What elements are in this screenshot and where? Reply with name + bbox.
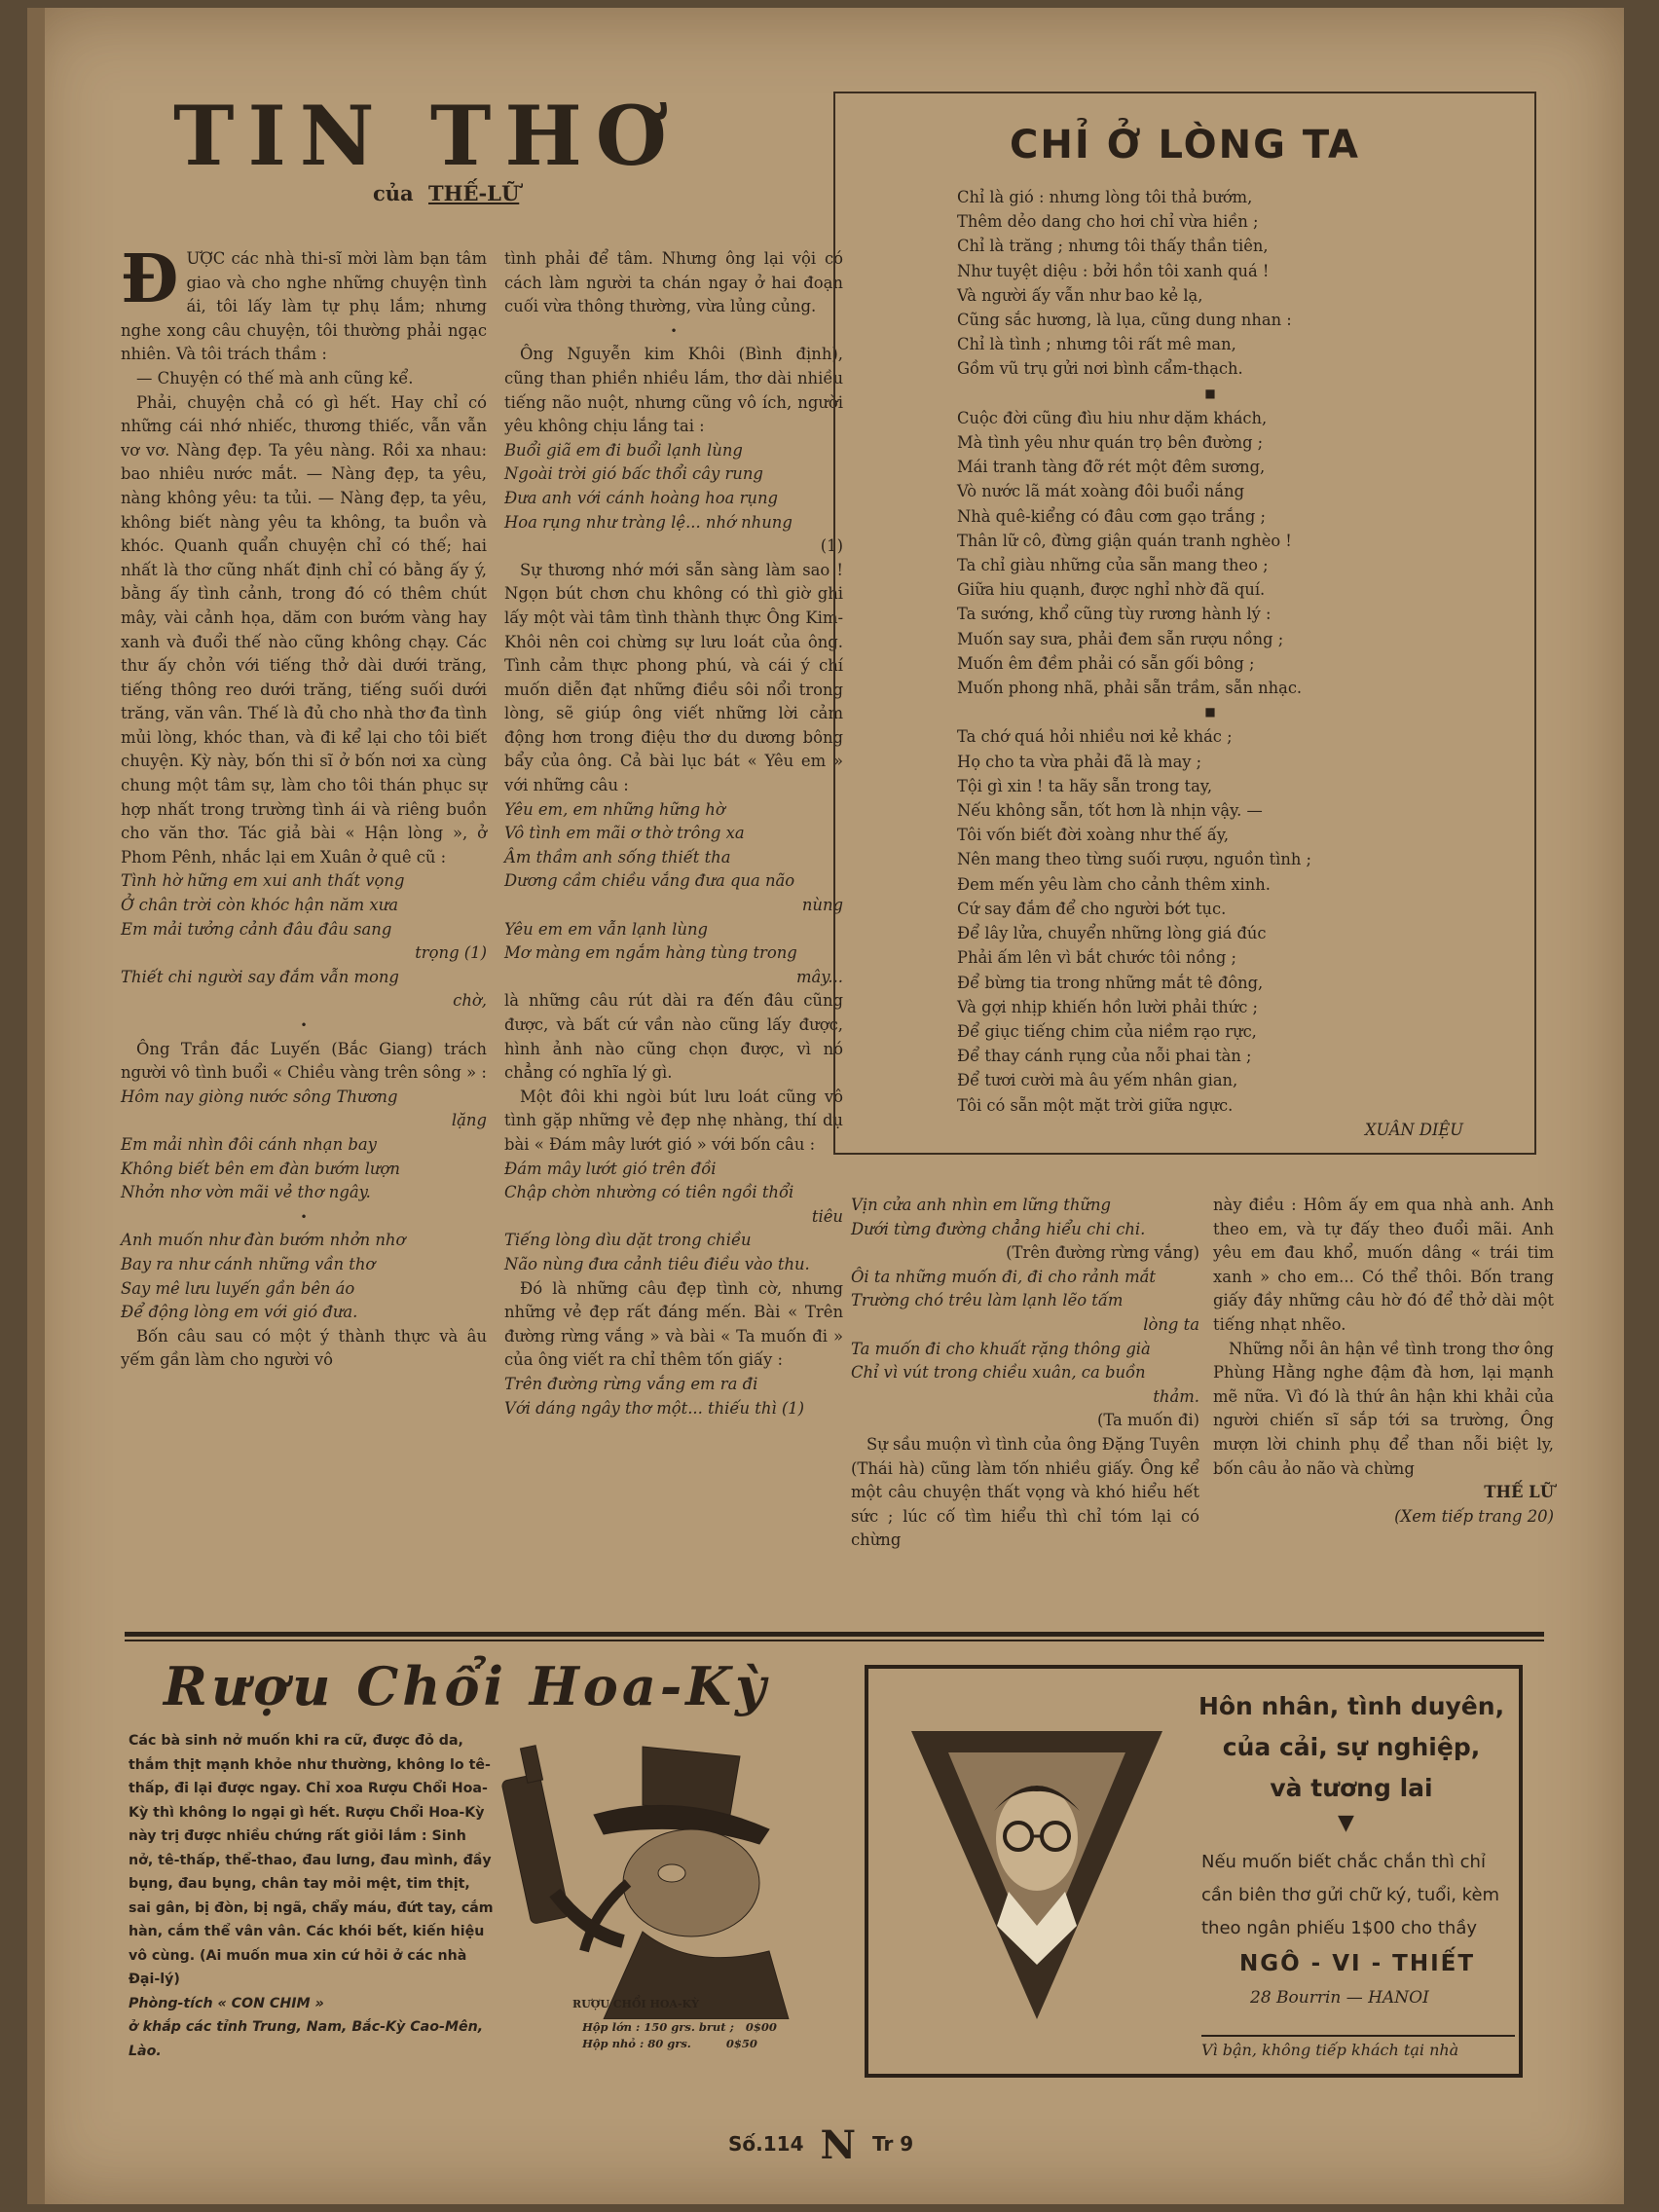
poem-line: Mà tình yêu như quán trọ bên đường ; <box>957 433 1264 453</box>
separator-dot: • <box>300 1018 308 1032</box>
size-large: Hộp lớn : 150 grs. brut ; <box>582 2020 734 2034</box>
verse-line: thảm. <box>1153 1386 1199 1406</box>
page-number: Tr 9 <box>872 2132 914 2156</box>
poem-line: Ta chớ quá hỏi nhiều nơi kẻ khác ; <box>957 727 1233 747</box>
verse-line: Anh muốn như đàn bướm nhởn nhơ <box>121 1231 406 1250</box>
poem-line: Vò nước lã mát xoàng đôi buổi nắng <box>957 482 1244 501</box>
binding-spine <box>27 8 45 2204</box>
ad-ruou-places: ở khắp các tỉnh Trung, Nam, Bắc-Kỳ Cao-Mên, Lào. <box>129 2019 484 2059</box>
poem-line: Ta sướng, khổ cũng tùy rương hành lý : <box>957 605 1272 624</box>
paragraph: Phải, chuyện chả có gì hết. Hay chỉ có những cái nhớ nhiếc, thương thiếc, vẫn vẫn vơ vơ. Nàng đẹp. Ta yêu nàng. Rồi xa nhau: bao nhiêu nước mắt. — Nàng đẹp, ta yêu, nàng không yêu: ta tủi. — Nàng đẹp, ta yêu, không biết nàng yêu ta không, ta buồn và khóc. Quanh quẩn chuyện chỉ có thế; hai nhất là thơ cũng nhất định chỉ có bằng ấy ý, bằng ấy tình cảnh, trong đó có thêm chút mây, vài cảnh họa, dăm con bướm vàng hay xanh và đuổi thế nào cũng không chạy. Các thư ấy chỏn với tiếng thở dài dưới trăng, tiếng thông reo dưới trăng, tiếng suối dưới trăng, văn vân. Thế là đủ cho nhà thơ đa tình mủi lòng, khóc than, và đi kể lại cho tôi biết chuyện. Kỳ này, bốn thi sĩ ở bốn nơi xa cùng chung một tâm sự, làm cho tôi thán phục sự hợp nhất trong trường tình ái và riêng buồn cho văn thơ. Tác giả bài « Hận lòng », ở Phom Pênh, nhắc lại em Xuân ở quê cũ : <box>121 392 487 866</box>
citation: (1) <box>820 536 843 556</box>
poem-line: Giữa hiu quạnh, được nghỉ nhờ đã quí. <box>957 580 1266 600</box>
ad-ruou-text <box>129 1729 495 2063</box>
verse-line: Vịn cửa anh nhìn em lững thững <box>851 1196 1112 1214</box>
citation: (Ta muốn đi) <box>1096 1411 1199 1430</box>
page-footer <box>728 2122 913 2168</box>
verse-line: Đưa anh với cánh hoàng hoa rụng <box>504 488 779 507</box>
poem-line: Muốn say sưa, phải đem sẵn rượu nồng ; <box>957 629 1284 648</box>
verse-line: tiêu <box>811 1206 843 1226</box>
verse-line: Em mải tưởng cảnh đâu đâu sang <box>121 919 392 939</box>
verse-line: Để động lòng em với gió đưa. <box>121 1303 358 1322</box>
verse-line: Tiếng lòng dìu dặt trong chiều <box>504 1231 752 1250</box>
verse-line: chờ, <box>453 991 487 1011</box>
ad-ngo-body: Nếu muốn biết chắc chắn thì chỉ cần biên thơ gửi chữ ký, tuổi, kèm theo ngân phiếu 1$00 cho thầy <box>1201 1852 1500 1938</box>
ad-ngo-headline: Hôn nhân, tình duyên, của cải, sự nghiệp, và tương lai <box>1198 1692 1505 1802</box>
poem-line: Để giục tiếng chim của niềm rạo rực, <box>957 1021 1257 1041</box>
poem-line: Nên mang theo từng suối rượu, nguồn tình ; <box>957 850 1312 869</box>
face <box>996 1786 1078 1891</box>
ad-ruou-agent: Phòng-tích « CON CHIM » <box>129 1995 324 2011</box>
poem-line: Nếu không sẵn, tốt hơn là nhịn vậy. — <box>957 801 1263 821</box>
poem-line: Chỉ là gió : nhưng lòng tôi thả bướm, <box>957 188 1253 206</box>
poem-line: Để bừng tia trong những mắt tê đông, <box>957 973 1264 992</box>
poem-line: Và gợi nhịp khiến hồn lười phải thức ; <box>957 997 1259 1016</box>
verse-line: Ở chân trời còn khóc hận năm xưa <box>121 896 398 915</box>
verse-line: Tình hờ hững em xui anh thất vọng <box>121 871 405 891</box>
verse-line: Âm thầm anh sống thiết tha <box>504 847 731 866</box>
verse-line: Dương cầm chiều vắng đưa qua não <box>504 871 795 891</box>
verse-line: Buổi giã em đi buổi lạnh lùng <box>504 440 743 460</box>
poem-line: Họ cho ta vừa phải đã là may ; <box>957 752 1202 771</box>
poem-body <box>957 185 1463 1142</box>
verse-line: Chỉ vì vút trong chiều xuân, ca buồn <box>851 1363 1146 1382</box>
verse-line: Mơ màng em ngắm hàng tùng trong <box>504 943 797 963</box>
paragraph: Sự thương nhớ mới sẵn sàng làm sao ! Ngọn bút chơn chu không có thì giờ ghi lấy một vài tâm tình thành thực Ông Kim-Khôi nên coi chừng sự lưu loát của ông. Tình cảm thực phong phú, và cái ý chí muốn diễn đạt những điều sôi nổi trong lòng, sẽ giúp ông viết những lời cảm động hơn trong điệu thơ du dương bông bẩy của ông. Cả bài lục bát « Yêu em » với những câu : <box>504 560 843 795</box>
poem-line: Phải ấm lên vì bắt chước tôi nồng ; <box>957 948 1236 968</box>
verse-line: Không biết bên em đàn bướm lượn <box>121 1159 400 1178</box>
ad-ngo-name: NGÔ - VI - THIẾT <box>1238 1951 1476 1976</box>
verse-line: Thiết chi người say đắm vẫn mong <box>121 967 399 986</box>
poem-line: Cuộc đời cũng đìu hiu như dặm khách, <box>957 408 1268 427</box>
poem-line: Cứ say đắm để cho người bớt tục. <box>957 899 1227 918</box>
stanza-separator: ■ <box>1204 386 1216 400</box>
ad-ruou-body: Các bà sinh nở muốn khi ra cữ, được đỏ da, thắm thịt mạnh khỏe như thường, không lo tê-thấp, đi lại được ngay. Chỉ xoa Rượu Chổi Hoa-Kỳ thì không lo ngại gì hết. Rượu Chổi Hoa-Kỳ này trị được nhiều chứng rất giỏi lắm : Sinh nở, tê-thấp, thể-thao, đau lưng, đau mình, đầy bụng, đau bụng, chân tay mỏi mệt, tim thịt, sai gân, bị đòn, bị ngã, chẩy máu, đứt tay, cắm hàn, cắm thể vân vân. Các khói bết, kiến hiệu vô cùng. (Ai muốn mua xin cứ hỏi ở các nhà Đại-lý) <box>129 1733 494 1987</box>
verse-line: Bay ra như cánh những vần thơ <box>121 1254 376 1273</box>
poem-line: Muốn êm đềm phải có sẵn gối bông ; <box>957 653 1255 673</box>
paragraph: Những nỗi ân hận về tình trong thơ ông Phùng Hằng nghe đậm đà hơn, lại mạnh mẽ nữa. Vì đó là thứ ân hận khi khải của người chiến sĩ sắp tới sa trường, Ông mượn lời chinh phụ để than nỗi biệt ly, bốn câu ảo não và chừng <box>1213 1339 1554 1478</box>
paragraph: Đó là những câu đẹp tình cờ, nhưng những vẻ đẹp rất đáng mến. Bài « Trên đường rừng vắng » và bài « Ta muốn đi » của ông viết ra chỉ thêm tốn giấy : <box>504 1278 843 1370</box>
paragraph: Sự sầu muộn vì tình của ông Đặng Tuyên (Thái hà) cũng làm tốn nhiều giấy. Ông kể một câu chuyện thất vọng và khó hiểu hết sức ; lúc cố tìm hiểu thì chỉ tóm lại có chừng <box>851 1434 1199 1550</box>
verse-line: nùng <box>801 896 843 915</box>
byline-author: THẾ-LỮ <box>427 181 520 205</box>
paragraph: Ông Trần đắc Luyến (Bắc Giang) trách người vô tình buổi « Chiều vàng trên sông » : <box>121 1039 487 1083</box>
verse-line: Đám mây lướt gió trên đồi <box>504 1159 717 1178</box>
verse-line: Ôi ta những muốn đi, đi cho rảnh mắt <box>851 1267 1157 1286</box>
section-divider-thin <box>125 1640 1544 1641</box>
ad-ngo-portrait <box>911 1731 1162 2019</box>
poem-line: Nhà quê-kiểng có đâu cơm gạo trắng ; <box>957 506 1266 526</box>
man-drinking-illustration <box>501 1746 789 2019</box>
ad-ngo-address: 28 Bourrin — HANOI <box>1250 1988 1429 2008</box>
poem-line: Thêm dẻo dang cho hơi chỉ vừa hiền ; <box>957 212 1259 232</box>
poem-line: Và người ấy vẫn như bao kẻ lạ, <box>957 285 1203 305</box>
verse-line: mây... <box>795 967 843 986</box>
verse-line: Yêu em, em những hững hờ <box>504 799 725 819</box>
poem-line: Mái tranh tàng đỡ rét một đêm sương, <box>957 458 1266 477</box>
newspaper-logo: N <box>820 2122 857 2168</box>
poem-line: Muốn phong nhã, phải sẵn trầm, sẵn nhạc. <box>957 679 1303 698</box>
poem-line: Tôi vốn biết đời xoàng như thế ấy, <box>957 826 1230 845</box>
size-small: Hộp nhỏ : 80 grs. <box>582 2037 691 2050</box>
verse-line: Não nùng đưa cảnh tiêu điều vào thu. <box>504 1254 810 1273</box>
ad-ruou-title: Rượu Chổi Hoa-Kỳ <box>164 1655 770 1717</box>
verse-line: Vô tình em mãi ơ thờ trông xa <box>504 824 745 843</box>
verse-line: Hoa rụng như tràng lệ... nhớ nhung <box>504 512 793 532</box>
article-byline <box>373 181 519 205</box>
citation: (Trên đường rừng vắng) <box>1006 1243 1199 1263</box>
price-large: 0$00 <box>745 2020 777 2034</box>
poem-line: Để thay cánh rụng của nỗi phai tàn ; <box>957 1047 1252 1066</box>
paragraph: ƯỢC các nhà thi-sĩ mời làm bạn tâm giao và cho nghe những chuyện tình ái, tôi lấy làm tự phụ lắm; nhưng nghe xong câu chuyện, tôi thường phải ngạc nhiên. Và tôi trách thầm : <box>121 249 487 364</box>
poem-line: Chỉ là trăng ; nhưng tôi thấy thần tiên, <box>957 237 1269 256</box>
article-title: TIN THƠ <box>173 88 681 184</box>
paragraph: Bốn câu sau có một ý thành thực và âu yếm gần làm cho người vô <box>121 1326 487 1370</box>
verse-line: Ta muốn đi cho khuất rặng thông già <box>851 1339 1151 1358</box>
paragraph: — Chuyện có thế mà anh cũng kể. <box>136 368 414 387</box>
ad-ruou-sizes <box>582 2019 777 2052</box>
newspaper-page <box>27 8 1624 2204</box>
poem-line: Để tươi cười mà âu yếm nhân gian, <box>957 1071 1238 1090</box>
paragraph: Ông Nguyễn kim Khôi (Bình định), cũng than phiền nhiều lắm, thơ dài nhiều tiếng não nuột, nhưng cũng vô ích, người yêu không chịu lắng tai : <box>504 345 843 436</box>
verse-line: Trên đường rừng vắng em ra đi <box>504 1374 758 1393</box>
poem-line: Tội gì xin ! ta hãy sẵn trong tay, <box>957 776 1213 795</box>
poem-line: Chỉ là tình ; nhưng tôi rất mê man, <box>957 335 1236 354</box>
stanza-separator: ■ <box>1204 705 1216 719</box>
separator-dot: • <box>670 323 678 338</box>
verse-line: Dưới từng đường chẳng hiểu chi chi. <box>851 1219 1146 1238</box>
article-column-1 <box>121 240 487 1373</box>
article-column-2 <box>504 247 843 1420</box>
poem-line: Để lây lửa, chuyển những lòng giá đúc <box>957 924 1267 943</box>
verse-line: Chập chờn nhường có tiên ngồi thổi <box>504 1183 794 1202</box>
down-arrow-icon: ▼ <box>1338 1811 1354 1835</box>
verse-line: Hôm nay giòng nước sông Thương <box>121 1087 398 1106</box>
article-column-3 <box>851 1194 1199 1553</box>
issue-number: Số.114 <box>728 2132 804 2156</box>
ad-ngo-note: Vì bận, không tiếp khách tại nhà <box>1201 2035 1515 2059</box>
article-signature: THẾ LỮ <box>1484 1483 1554 1502</box>
verse-line: Với dáng ngây thơ một... thiếu thì (1) <box>504 1398 805 1418</box>
poem-title: CHỈ Ở LÒNG TA <box>1010 123 1360 167</box>
paragraph: tình phải để tâm. Nhưng ông lại vội có cách làm người ta chán ngay ở hai đoạn cuối vừa thông thường, vừa lủng củng. <box>504 249 843 316</box>
poem-line: Đem mến yêu làm cho cảnh thêm xinh. <box>957 874 1271 894</box>
paragraph: này điều : Hôm ấy em qua nhà anh. Anh theo em, và tự đấy theo đuổi mãi. Anh yêu em đau khổ, muốn dâng « trái tim xanh » cho em... Có thể thôi. Bốn trang giấy đầy những câu hờ đó để thở dài một tiếng nhạt nhẽo. <box>1213 1196 1554 1334</box>
poem-line: Tôi có sẵn một mặt trời giữa ngực. <box>957 1095 1234 1115</box>
ad-ruou-bottle-label: RƯỢU CHỔI HOA-KỲ <box>572 1998 699 2010</box>
verse-line: Yêu em em vẫn lạnh lùng <box>504 919 709 939</box>
section-divider <box>125 1632 1544 1637</box>
verse-line: Em mải nhìn đôi cánh nhạn bay <box>121 1134 377 1154</box>
verse-line: Say mê lưu luyến gần bên áo <box>121 1278 355 1298</box>
continued-note: (Xem tiếp trang 20) <box>1394 1506 1554 1526</box>
paragraph: Một đôi khi ngòi bút lưu loát cũng vô tình gặp những vẻ đẹp nhẹ nhàng, thí dụ bài « Đám mây lướt gió » với bốn câu : <box>504 1087 843 1154</box>
drop-cap: Đ <box>121 240 179 318</box>
article-column-4 <box>1213 1194 1554 1529</box>
poem-line: Cũng sắc hương, là lụa, cũng dung nhan : <box>957 311 1292 330</box>
verse-line: Nhởn nhơ vờn mãi vẻ thơ ngây. <box>121 1183 371 1202</box>
verse-line: lòng ta <box>1143 1314 1199 1334</box>
price-small: 0$50 <box>725 2037 757 2050</box>
poem-line: Như tuyệt diệu : bởi hồn tôi xanh quá ! <box>957 261 1270 280</box>
separator-dot: • <box>300 1209 308 1224</box>
ad-ruou-illustration <box>497 1737 837 2019</box>
verse-line: lặng <box>451 1111 487 1130</box>
paragraph: là những câu rút dài ra đến đâu cũng được, và bất cứ vần nào cũng lấy được, hình ảnh nào cũng chọn được, vì nó chẳng có nghĩa lý gì. <box>504 991 843 1083</box>
poem-line: Gồm vũ trụ gửi nơi bình cẩm-thạch. <box>957 359 1243 379</box>
poem-signature: XUÂN DIỆU <box>1364 1120 1463 1139</box>
byline-prefix: của <box>373 181 414 205</box>
verse-line: trọng (1) <box>415 943 487 963</box>
poem-line: Ta chỉ giàu những của sẵn mang theo ; <box>957 556 1269 575</box>
poem-line: Thân lữ cô, đừng giận quán tranh nghèo ! <box>957 531 1292 550</box>
verse-line: Ngoài trời gió bấc thổi cây rung <box>504 464 763 484</box>
verse-line: Trường chó trêu làm lạnh lẽo tấm <box>851 1291 1124 1310</box>
